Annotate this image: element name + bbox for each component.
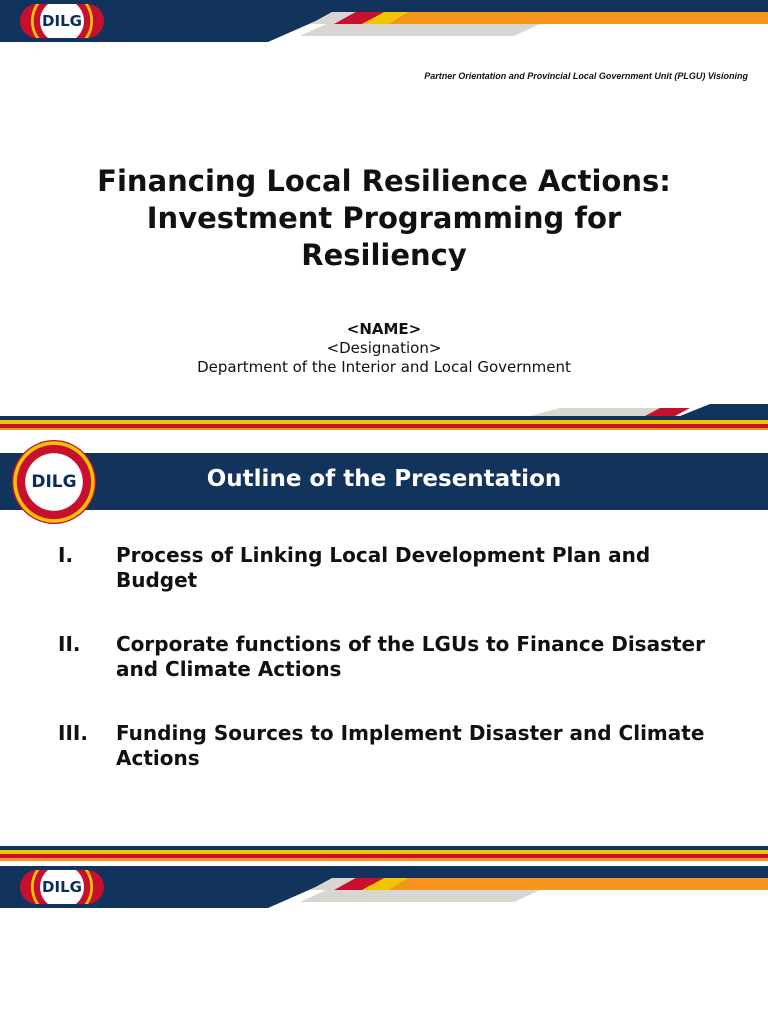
outline-item [58, 721, 738, 771]
presenter-designation: <Designation> [326, 339, 442, 357]
outline-item [58, 543, 738, 593]
outline-item-number: III. [58, 721, 88, 745]
outline-title: Outline of the Presentation [206, 466, 562, 492]
slide3-header-bar [0, 866, 768, 908]
outline-item-text: Corporate functions of the LGUs to Finance Disaster and Climate Actions [116, 632, 705, 681]
slide1-footer-stripes [0, 402, 768, 432]
title-line: Investment Programming for [146, 201, 622, 235]
outline-item-number: II. [58, 632, 81, 656]
top-header-bar [0, 0, 768, 42]
outline-item-number: I. [58, 543, 74, 567]
outline-item-text: Funding Sources to Implement Disaster and Climate Actions [116, 721, 705, 770]
outline-item-text: Process of Linking Local Development Plan and Budget [116, 543, 651, 592]
title-line: Financing Local Resilience Actions: [97, 164, 671, 198]
event-subtitle: Partner Orientation and Provincial Local Government Unit (PLGU) Visioning [424, 71, 748, 81]
presentation-title [40, 163, 728, 274]
slide2-footer-stripes [0, 846, 768, 866]
dilg-logo: DILG [20, 4, 104, 38]
outline-item [58, 632, 738, 682]
presenter-department: Department of the Interior and Local Government [197, 358, 571, 376]
outline-list [58, 543, 738, 810]
title-line: Resiliency [301, 238, 467, 272]
presenter-name: <NAME> [346, 320, 422, 338]
dilg-logo: DILG [12, 440, 96, 524]
dilg-logo: DILG [20, 870, 104, 904]
